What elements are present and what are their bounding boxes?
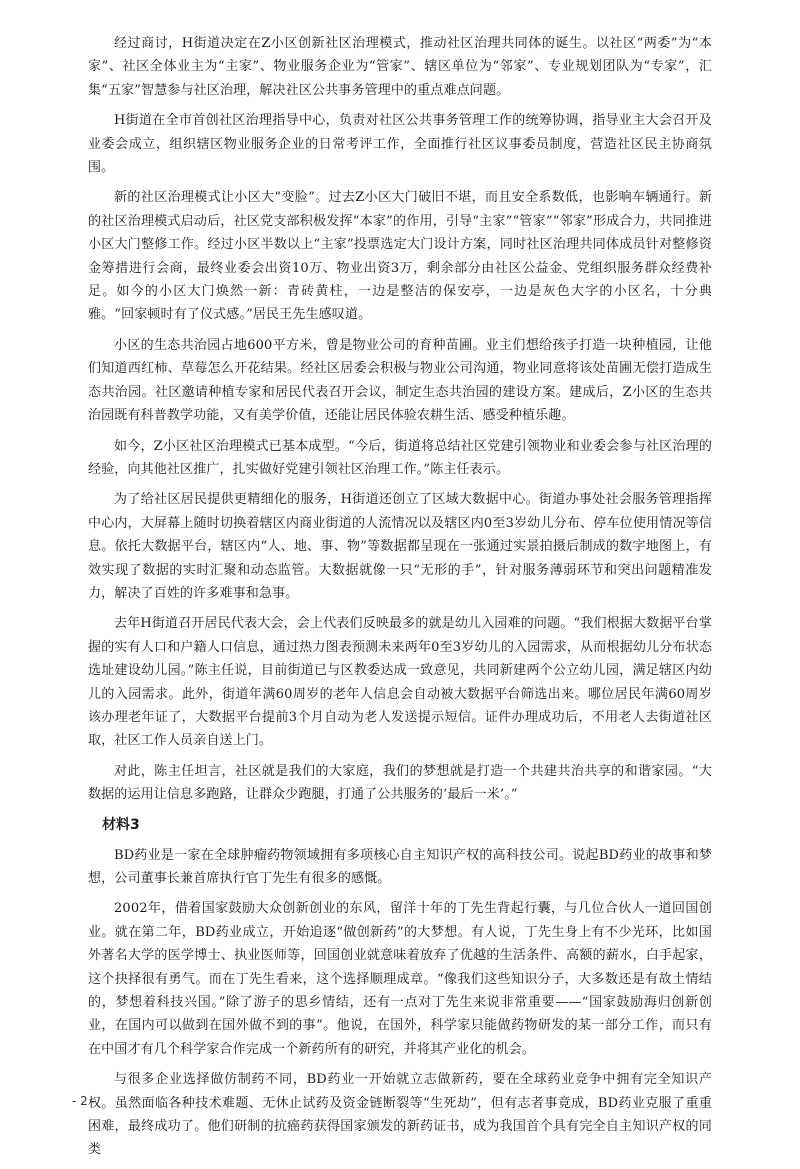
- paragraph: BD药业是一家在全球肿瘤药物领域拥有多项核心自主知识产权的高科技公司。说起BD药业的故事和梦想，公司董事长兼首席执行官丁先生有很多的感慨。: [88, 847, 712, 886]
- paragraph: 小区的生态共治园占地600平方米，曾是物业公司的育种苗圃。业主们想给孩子打造一块种植园，让他们知道西红柿、草莓怎么开花结果。经社区居委会积极与物业公司沟通，物业同意将该处苗圃无偿打造成生态共治园。社区邀请种植专家和居民代表召开会议，制定生态共治园的建设方案。建成后，Z小区的生态共治园既有科普教学功能，又有美学价值，还能让居民体验农耕生活、感受种植乐趣。: [88, 337, 712, 424]
- paragraph: 为了给社区居民提供更精细化的服务，H街道还创立了区域大数据中心。街道办事处社会服务管理指挥中心内，大屏幕上随时切换着辖区内商业街道的人流情况以及辖区内0至3岁幼儿分布、停车位使用情况等信息。依托大数据平台，辖区内“人、地、事、物”等数据都呈现在一张通过实景拍摄后制成的数字地图上，有效实现了数据的实时汇聚和动态监管。大数据就像一只“无形的手”，针对服务薄弱环节和突出问题精准发力，解决了百姓的许多难事和急事。: [88, 492, 712, 601]
- paragraph: 经过商讨，H街道决定在Z小区创新社区治理模式，推动社区治理共同体的诞生。以社区“两委”为“本家”、社区全体业主为“主家”、物业服务企业为“管家”、辖区单位为“邻家”、专业规划团队为“专家”，汇集“五家”智慧参与社区治理，解决社区公共事务管理中的重点难点问题。: [88, 36, 712, 98]
- paragraph: 对此，陈主任坦言，社区就是我们的大家庭，我们的梦想就是打造一个共建共治共享的和谐家园。“大数据的运用让信息多跑路，让群众少跑腿，打通了公共服务的‘最后一米’。”: [88, 763, 712, 803]
- section-heading: 材料3: [102, 816, 140, 833]
- page-number: - 2 -: [72, 1094, 96, 1108]
- paragraph: 新的社区治理模式让小区大“变脸”。过去Z小区大门破旧不堪，而且安全系数低，也影响车辆通行。新的社区治理模式启动后，社区党支部积极发挥“本家”的作用，引导“主家”“管家”“邻家”形成合力，共同推进小区大门整修工作。经过小区半数以上“主家”投票选定大门设计方案，同时社区治理共同体成员针对整修资金筹措进行会商，最终业委会出资10万、物业出资3万，剩余部分由社区公益金、党组织服务群众经费补足。如今的小区大门焕然一新：青砖黄柱，一边是整洁的保安亭，一边是灰色大字的小区名，十分典雅。“回家顿时有了仪式感。”居民王先生感叹道。: [88, 190, 712, 323]
- paragraph: 2002年，借着国家鼓励大众创新创业的东风，留洋十年的丁先生背起行囊，与几位合伙人一道回国创业。就在第二年，BD药业成立，开始追逐“做创新药”的大梦想。有人说，丁先生身上有不少光环，比如国外著名大学的医学博士、执业医师等，回国创业就意味着放弃了优越的生活条件、高额的薪水，白手起家，这个抉择很有勇气。而在丁先生看来，这个选择顺理成章。“像我们这些知识分子，大多数还是有故土情结的，梦想着科技兴国。”除了游子的思乡情结，还有一点对丁先生来说非常重要——“国家鼓励海归创新创业，在国内可以做到在国外做不到的事”。他说，在国外，科学家只能做药物研发的某一部分工作，而只有在中国才有几个科学家合作完成一个新药所有的研究，并将其产业化的机会。: [88, 901, 712, 1057]
- paragraph: 去年H街道召开居民代表大会，会上代表们反映最多的就是幼儿入园难的问题。“我们根据大数据平台掌握的实有人口和户籍人口信息，通过热力图表预测未来两年0至3岁幼儿的入园需求，从而根据幼儿分布状态选址建设幼儿园。”陈主任说，目前街道已与区教委达成一致意见，共同新建两个公立幼儿园，满足辖区内幼儿的入园需求。此外，街道年满60周岁的老年人信息会自动被大数据平台筛选出来。哪位居民年满60周岁该办理老年证了，大数据平台提前3个月自动为老人发送提示短信。证件办理成功后，不用老人去街道社区取，社区工作人员亲自送上门。: [88, 616, 712, 749]
- paragraph: 与很多企业选择做仿制药不同，BD药业一开始就立志做新药，要在全球药业竞争中拥有完全知识产权。虽然面临各种技术难题、无休止试药及资金链断裂等“生死劫”，但有志者事竟成，BD药业克服了重重困难，最终成功了。他们研制的抗癌药获得国家颁发的新药证书，成为我国首个具有完全自主知识产权的同类: [88, 1072, 712, 1158]
- document-page: [88, 32, 712, 1169]
- paragraph: 如今，Z小区社区治理模式已基本成型。“今后，街道将总结社区党建引领物业和业委会参与社区治理的经验，向其他社区推广，扎实做好党建引领社区治理工作。”陈主任表示。: [88, 438, 712, 477]
- paragraph: H街道在全市首创社区治理指导中心，负责对社区公共事务管理工作的统筹协调，指导业主大会召开及业委会成立，组织辖区物业服务企业的日常考评工作，全面推行社区议事委员制度，营造社区民主协商氛围。: [88, 113, 712, 176]
